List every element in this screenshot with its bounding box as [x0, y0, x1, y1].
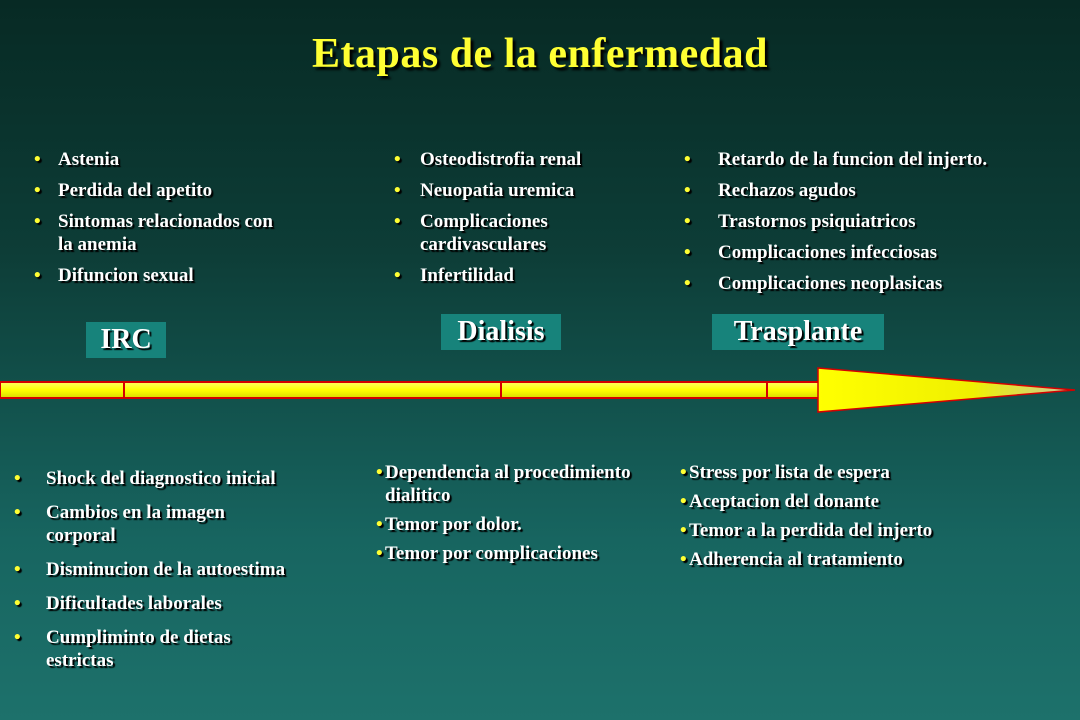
- list-item: • Adherencia al tratamiento: [680, 549, 903, 570]
- timeline-arrowhead: [818, 368, 1075, 412]
- stage-label-trasplante: Trasplante: [712, 314, 884, 350]
- list-item: • Dificultades laborales: [14, 593, 222, 614]
- bullet-icon: •: [14, 502, 21, 523]
- bullet-icon: •: [14, 627, 21, 648]
- list-item: • Osteodistrofia renal: [394, 149, 582, 170]
- bullet-icon: •: [34, 149, 41, 170]
- page-title: Etapas de la enfermedad: [312, 31, 768, 77]
- bullet-icon: •: [394, 211, 401, 232]
- stage-label-dialisis: Dialisis: [441, 314, 561, 350]
- bullet-icon: •: [34, 180, 41, 201]
- bullet-icon: •: [680, 549, 687, 570]
- bullet-icon: •: [376, 543, 383, 564]
- bullet-icon: •: [34, 265, 41, 286]
- stage-label-irc: IRC: [86, 322, 166, 358]
- list-item: • Temor por complicaciones: [376, 543, 598, 564]
- symptoms-trasplante-list: [684, 148, 1074, 303]
- list-item: • Disminucion de la autoestima: [14, 559, 286, 580]
- bullet-icon: •: [680, 462, 687, 483]
- list-item: • Infertilidad: [394, 265, 514, 286]
- list-item: • Cumpliminto de dietas estrictas: [14, 627, 231, 671]
- list-item: • Complicaciones infecciosas: [684, 242, 938, 263]
- list-item: • Complicaciones cardivasculares: [394, 211, 548, 255]
- list-item: • Sintomas relacionados con la anemia: [34, 211, 274, 255]
- psych-trasplante-list: [680, 461, 1070, 571]
- bullet-icon: •: [394, 149, 401, 170]
- bullet-icon: •: [684, 211, 691, 232]
- list-item: • Temor a la perdida del injerto: [680, 520, 933, 541]
- symptoms-dialisis-list: [388, 148, 658, 295]
- list-item: • Neuopatia uremica: [394, 180, 575, 201]
- psych-irc-list: [14, 467, 359, 672]
- list-item: • Perdida del apetito: [34, 180, 213, 201]
- bullet-icon: •: [394, 180, 401, 201]
- bullet-icon: •: [376, 462, 383, 483]
- bullet-icon: •: [680, 491, 687, 512]
- bullet-icon: •: [684, 149, 691, 170]
- list-item: • Cambios en la imagen corporal: [14, 502, 225, 546]
- bullet-icon: •: [34, 211, 41, 232]
- list-item: • Astenia: [34, 149, 120, 170]
- bullet-icon: •: [684, 180, 691, 201]
- list-item: • Retardo de la funcion del injerto.: [684, 149, 988, 170]
- timeline-arrow: [0, 366, 1080, 416]
- bullet-icon: •: [680, 520, 687, 541]
- bullet-icon: •: [14, 593, 21, 614]
- list-item: • Stress por lista de espera: [680, 462, 890, 483]
- list-item: • Rechazos agudos: [684, 180, 856, 201]
- bullet-icon: •: [376, 514, 383, 535]
- symptoms-irc-list: [28, 148, 328, 295]
- list-item: • Trastornos psiquiatricos: [684, 211, 916, 232]
- psych-dialisis-list: [376, 461, 676, 565]
- list-item: • Dependencia al procedimiento dialitico: [376, 462, 631, 506]
- bullet-icon: •: [14, 468, 21, 489]
- bullet-icon: •: [684, 273, 691, 294]
- list-item: • Shock del diagnostico inicial: [14, 468, 276, 489]
- bullet-icon: •: [14, 559, 21, 580]
- list-item: • Complicaciones neoplasicas: [684, 273, 943, 294]
- list-item: • Aceptacion del donante: [680, 491, 879, 512]
- bullet-icon: •: [684, 242, 691, 263]
- list-item: • Temor por dolor.: [376, 514, 522, 535]
- bullet-icon: •: [394, 265, 401, 286]
- list-item: • Difuncion sexual: [34, 265, 194, 286]
